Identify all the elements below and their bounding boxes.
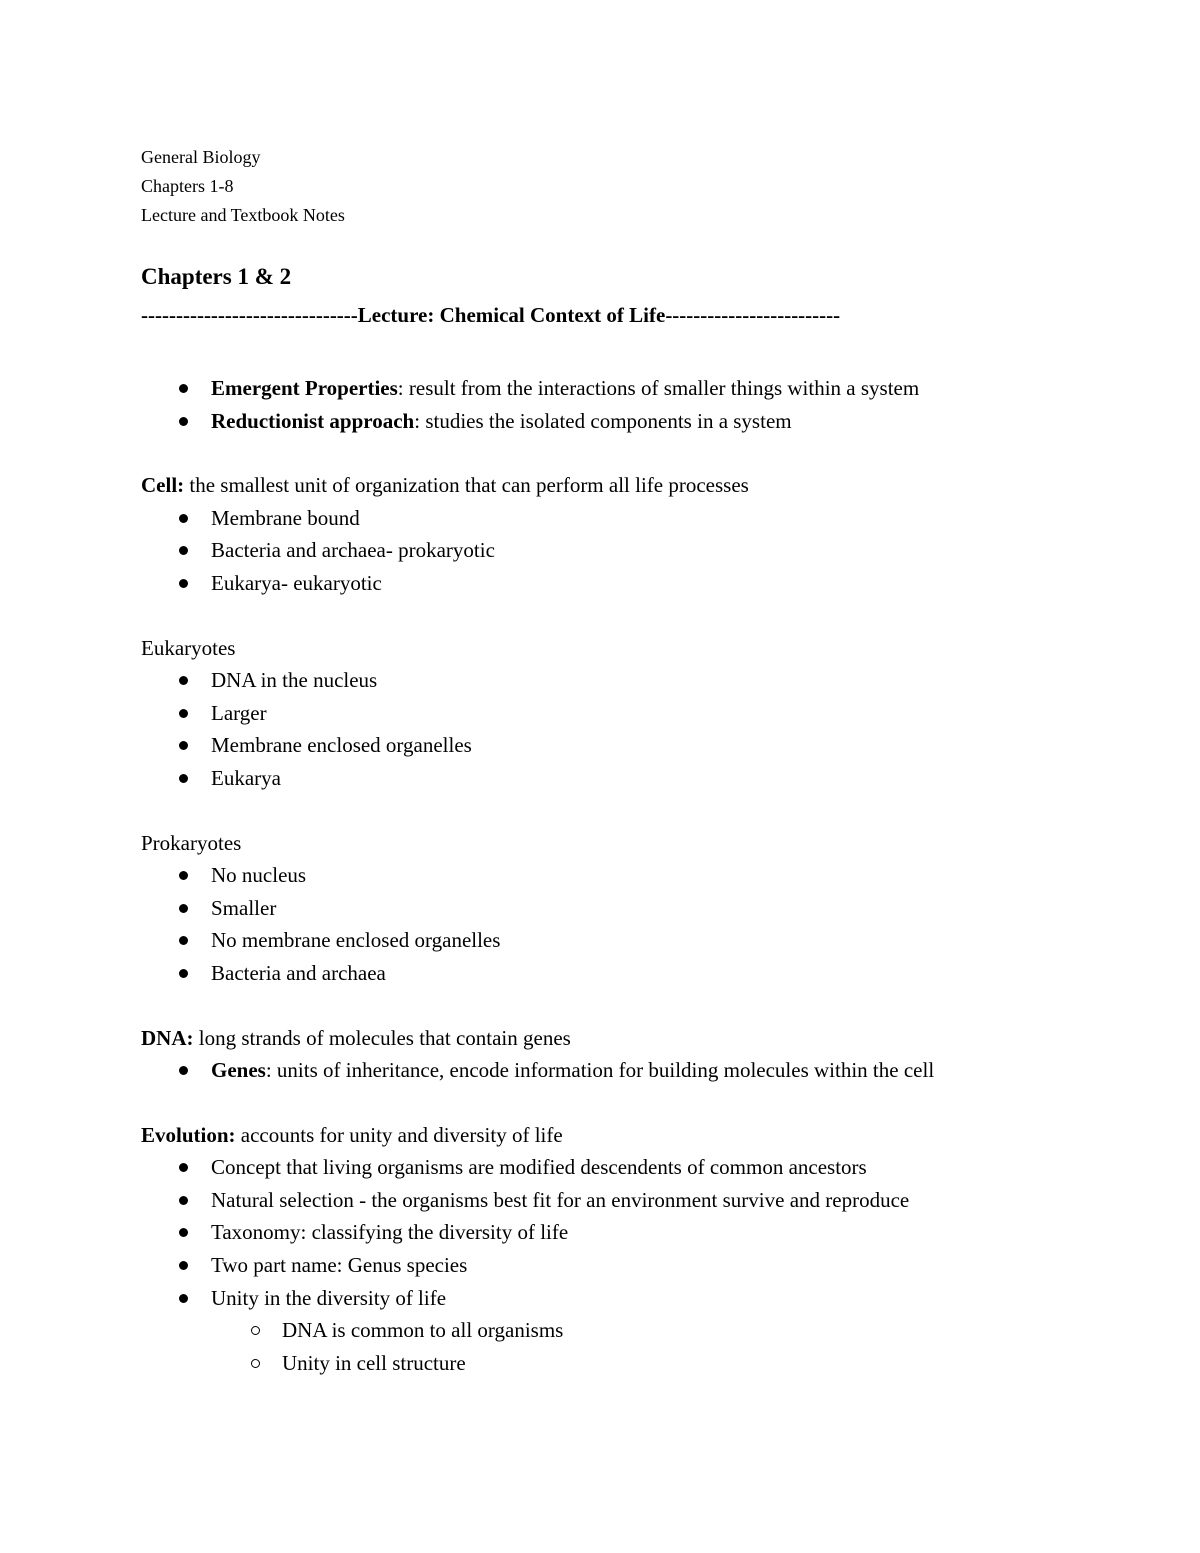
list-item — [141, 405, 1141, 438]
bullet-icon — [179, 579, 188, 588]
evolution-definition — [141, 1119, 1141, 1152]
cell-definition — [141, 469, 1141, 502]
notes-body — [141, 372, 1141, 1379]
list-item — [141, 1216, 1141, 1249]
bullet-icon — [179, 871, 188, 880]
bullet-icon — [179, 1261, 188, 1270]
sub-list-item — [141, 1314, 1141, 1347]
bullet-icon — [179, 904, 188, 913]
bullet-icon — [179, 1163, 188, 1172]
bullet-icon — [179, 514, 188, 523]
list-item-text: Bacteria and archaea- prokaryotic — [211, 538, 495, 563]
bullet-icon — [179, 741, 188, 750]
definition-text: the smallest unit of organization that can perform all life processes — [184, 473, 749, 498]
list-item — [141, 1184, 1141, 1217]
spacer — [141, 990, 1141, 1022]
definition-text: : studies the isolated components in a system — [414, 408, 792, 433]
bullet-icon — [179, 417, 188, 426]
list-item — [141, 1151, 1141, 1184]
bullet-icon — [179, 1066, 188, 1075]
spacer — [141, 437, 1141, 469]
sub-list-item-text: Unity in cell structure — [282, 1350, 466, 1375]
list-item-text: Two part name: Genus species — [211, 1253, 468, 1278]
term-emergent-properties: Emergent Properties — [211, 376, 398, 400]
bullet-icon — [179, 936, 188, 945]
list-item-text: Eukarya- eukaryotic — [211, 570, 382, 595]
hollow-bullet-icon — [251, 1326, 260, 1335]
definition-text: : result from the interactions of smaller things within a system — [397, 376, 920, 400]
list-item-text: Eukarya — [211, 765, 281, 790]
notes-type: Lecture and Textbook Notes — [141, 205, 345, 225]
list-item-text: Bacteria and archaea — [211, 960, 386, 985]
list-item-text: No membrane enclosed organelles — [211, 928, 501, 953]
list-item-text: Larger — [211, 700, 267, 725]
list-item — [141, 892, 1141, 925]
list-item-text: Natural selection - the organisms best fit for an environment survive and reproduce — [211, 1187, 910, 1212]
list-item — [141, 567, 1141, 600]
dna-definition — [141, 1022, 1141, 1055]
list-item-text: No nucleus — [211, 863, 307, 888]
spacer — [141, 795, 1141, 827]
list-item-text: Taxonomy: classifying the diversity of life — [211, 1220, 569, 1245]
list-item — [141, 1249, 1141, 1282]
list-item — [141, 762, 1141, 795]
list-item-text: Unity in the diversity of life — [211, 1285, 447, 1310]
bullet-icon — [179, 676, 188, 685]
sub-list-item — [141, 1347, 1141, 1380]
list-item-text: Smaller — [211, 895, 277, 920]
list-item-text: Concept that living organisms are modified descendents of common ancestors — [211, 1155, 867, 1180]
definition-text: long strands of molecules that contain genes — [193, 1025, 571, 1050]
chapters-range: Chapters 1-8 — [141, 176, 234, 196]
sub-list-item-text: DNA is common to all organisms — [282, 1318, 564, 1343]
list-item — [141, 372, 1141, 405]
definition-text: : units of inheritance, encode information for building molecules within the cell — [265, 1058, 935, 1083]
list-item — [141, 502, 1141, 535]
list-item — [141, 729, 1141, 762]
bullet-icon — [179, 774, 188, 783]
bullet-icon — [179, 969, 188, 978]
hollow-bullet-icon — [251, 1359, 260, 1368]
bullet-icon — [179, 546, 188, 555]
lecture-banner: -------------------------------Lecture: Chemical Context of Life------------------------- — [141, 303, 841, 327]
list-item — [141, 859, 1141, 892]
list-item-text: DNA in the nucleus — [211, 668, 378, 693]
bullet-icon — [179, 709, 188, 718]
prokaryotes-heading: Prokaryotes — [141, 830, 242, 855]
list-item — [141, 697, 1141, 730]
term-cell: Cell: — [141, 473, 185, 498]
list-item — [141, 957, 1141, 990]
document-header — [141, 143, 345, 230]
list-item — [141, 664, 1141, 697]
term-reductionist-approach: Reductionist approach — [211, 408, 415, 433]
list-item-text: Membrane bound — [211, 505, 360, 530]
spacer — [141, 600, 1141, 632]
list-item — [141, 1282, 1141, 1315]
definition-text: accounts for unity and diversity of life — [235, 1122, 563, 1147]
course-title: General Biology — [141, 147, 261, 167]
eukaryotes-heading: Eukaryotes — [141, 635, 236, 660]
bullet-icon — [179, 1228, 188, 1237]
list-item-text: Membrane enclosed organelles — [211, 733, 472, 758]
bullet-icon — [179, 384, 188, 393]
bullet-icon — [179, 1294, 188, 1303]
list-item — [141, 1054, 1141, 1087]
spacer — [141, 1087, 1141, 1119]
term-dna: DNA: — [141, 1025, 194, 1050]
chapter-heading: Chapters 1 & 2 — [141, 264, 292, 289]
bullet-icon — [179, 1196, 188, 1205]
list-item — [141, 534, 1141, 567]
term-evolution: Evolution: — [141, 1122, 236, 1147]
term-genes: Genes — [211, 1058, 266, 1083]
list-item — [141, 924, 1141, 957]
